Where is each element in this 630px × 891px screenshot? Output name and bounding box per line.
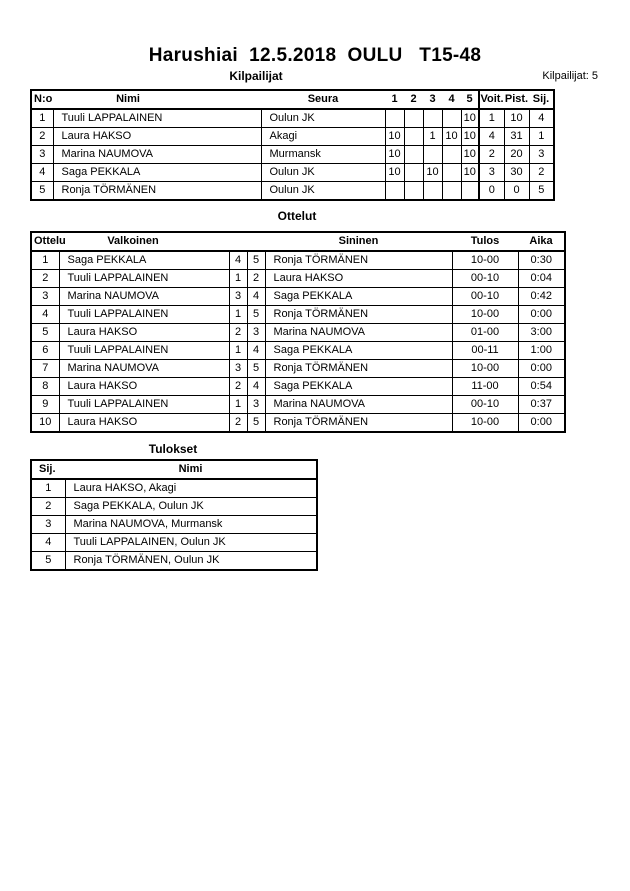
cell-blue-name: Ronja TÖRMÄNEN [265,251,452,270]
cell-aika: 3:00 [518,324,565,342]
match-row [31,324,565,342]
col-header-valkoinen: Valkoinen [59,232,229,251]
ottelut-heading: Ottelut [277,209,317,223]
cell-g4 [442,109,461,128]
cell-aika: 0:04 [518,270,565,288]
cell-blue-no: 3 [247,396,265,414]
cell-blue-no: 5 [247,251,265,270]
cell-blue-name: Ronja TÖRMÄNEN [265,306,452,324]
cell-blue-name: Ronja TÖRMÄNEN [265,360,452,378]
col-header-seura: Seura [261,90,385,109]
competitors-header-row [31,90,554,109]
cell-g4 [442,146,461,164]
match-row [31,396,565,414]
cell-g1 [385,109,404,128]
document-title: Harushiai 12.5.2018 OULU T15-48 [148,45,482,66]
match-row [31,414,565,433]
cell-blue-no: 5 [247,414,265,433]
cell-white-name: Tuuli LAPPALAINEN [59,396,229,414]
competitor-row [31,164,554,182]
cell-g3 [423,182,442,201]
cell-voit: 4 [479,128,504,146]
cell-blue-name: Ronja TÖRMÄNEN [265,414,452,433]
cell-g2 [404,182,423,201]
cell-g2 [404,128,423,146]
cell-g5: 10 [461,109,479,128]
col-header-sij: Sij. [31,460,65,479]
cell-blue-no: 5 [247,306,265,324]
cell-match-no: 3 [31,288,59,306]
cell-white-name: Tuuli LAPPALAINEN [59,342,229,360]
cell-white-no: 1 [229,270,247,288]
cell-g2 [404,109,423,128]
col-header-no: N:o [31,90,53,109]
cell-tulos: 10-00 [452,306,518,324]
tulokset-heading: Tulokset [148,442,198,456]
col-header-3: 3 [423,90,442,109]
cell-blue-no: 2 [247,270,265,288]
cell-nimi: Tuuli LAPPALAINEN [53,109,261,128]
cell-match-no: 5 [31,324,59,342]
cell-aika: 0:00 [518,360,565,378]
cell-g2 [404,146,423,164]
cell-seura: Oulun JK [261,109,385,128]
cell-aika: 0:54 [518,378,565,396]
col-header-tulos: Tulos [452,232,518,251]
match-row [31,360,565,378]
col-header-aika: Aika [518,232,565,251]
cell-sij: 3 [31,516,65,534]
cell-g3 [423,109,442,128]
cell-white-name: Saga PEKKALA [59,251,229,270]
cell-match-no: 2 [31,270,59,288]
cell-white-name: Laura HAKSO [59,378,229,396]
cell-g3: 10 [423,164,442,182]
competitors-count: Kilpailijat: 5 [542,70,598,82]
cell-blue-no: 4 [247,288,265,306]
cell-g2 [404,164,423,182]
cell-sij: 2 [31,498,65,516]
cell-g1 [385,182,404,201]
cell-sij: 5 [529,182,554,201]
col-header-pist: Pist. [504,90,529,109]
cell-pist: 10 [504,109,529,128]
cell-blue-name: Saga PEKKALA [265,378,452,396]
cell-nimi: Saga PEKKALA [53,164,261,182]
cell-match-no: 9 [31,396,59,414]
cell-blue-no: 3 [247,324,265,342]
cell-blue-name: Laura HAKSO [265,270,452,288]
result-row [31,516,317,534]
cell-nimi: Ronja TÖRMÄNEN, Oulun JK [65,552,317,571]
match-row [31,342,565,360]
cell-sij: 4 [529,109,554,128]
cell-tulos: 11-00 [452,378,518,396]
cell-nimi: Ronja TÖRMÄNEN [53,182,261,201]
cell-white-no: 2 [229,378,247,396]
cell-seura: Oulun JK [261,182,385,201]
col-header-sij: Sij. [529,90,554,109]
cell-match-no: 4 [31,306,59,324]
competitor-row [31,146,554,164]
cell-white-no: 4 [229,251,247,270]
cell-aika: 0:00 [518,306,565,324]
result-row [31,534,317,552]
cell-voit: 0 [479,182,504,201]
cell-sij: 4 [31,534,65,552]
cell-tulos: 01-00 [452,324,518,342]
cell-blue-name: Saga PEKKALA [265,288,452,306]
result-row [31,552,317,571]
cell-white-no: 1 [229,342,247,360]
cell-match-no: 10 [31,414,59,433]
cell-no: 5 [31,182,53,201]
col-header-nimi: Nimi [65,460,317,479]
cell-white-no: 3 [229,288,247,306]
cell-tulos: 00-10 [452,270,518,288]
cell-voit: 1 [479,109,504,128]
cell-aika: 0:00 [518,414,565,433]
col-header-1: 1 [385,90,404,109]
col-header-ottelu: Ottelu [31,232,59,251]
kilpailijat-heading: Kilpailijat [229,69,283,83]
cell-white-name: Marina NAUMOVA [59,360,229,378]
col-header-white-no [229,232,247,251]
cell-tulos: 10-00 [452,251,518,270]
cell-voit: 2 [479,146,504,164]
cell-tulos: 00-11 [452,342,518,360]
cell-aika: 0:37 [518,396,565,414]
cell-aika: 0:42 [518,288,565,306]
cell-g3 [423,146,442,164]
cell-g4: 10 [442,128,461,146]
cell-pist: 20 [504,146,529,164]
cell-sij: 1 [31,479,65,498]
cell-voit: 3 [479,164,504,182]
cell-match-no: 6 [31,342,59,360]
cell-g4 [442,164,461,182]
cell-aika: 0:30 [518,251,565,270]
cell-white-name: Tuuli LAPPALAINEN [59,270,229,288]
cell-nimi: Saga PEKKALA, Oulun JK [65,498,317,516]
cell-g5: 10 [461,128,479,146]
cell-g1: 10 [385,128,404,146]
col-header-voit: Voit. [479,90,504,109]
cell-g1: 10 [385,164,404,182]
cell-white-no: 2 [229,414,247,433]
cell-g5 [461,182,479,201]
col-header-2: 2 [404,90,423,109]
cell-nimi: Marina NAUMOVA, Murmansk [65,516,317,534]
cell-g5: 10 [461,146,479,164]
cell-seura: Akagi [261,128,385,146]
cell-sij: 3 [529,146,554,164]
result-row [31,498,317,516]
cell-no: 1 [31,109,53,128]
result-row [31,479,317,498]
results-header-row [31,460,317,479]
cell-sij: 1 [529,128,554,146]
col-header-4: 4 [442,90,461,109]
cell-no: 2 [31,128,53,146]
cell-white-no: 1 [229,396,247,414]
cell-match-no: 1 [31,251,59,270]
cell-aika: 1:00 [518,342,565,360]
cell-tulos: 00-10 [452,396,518,414]
cell-sij: 5 [31,552,65,571]
cell-no: 3 [31,146,53,164]
col-header-blue-no [247,232,265,251]
cell-tulos: 10-00 [452,414,518,433]
cell-g3: 1 [423,128,442,146]
cell-tulos: 10-00 [452,360,518,378]
match-row [31,378,565,396]
cell-blue-no: 5 [247,360,265,378]
cell-nimi: Marina NAUMOVA [53,146,261,164]
col-header-5: 5 [461,90,479,109]
cell-blue-name: Saga PEKKALA [265,342,452,360]
cell-match-no: 8 [31,378,59,396]
matches-table [30,231,566,433]
cell-g5: 10 [461,164,479,182]
cell-no: 4 [31,164,53,182]
competitors-table [30,89,555,201]
cell-white-no: 3 [229,360,247,378]
col-header-nimi: Nimi [53,90,261,109]
results-table [30,459,318,571]
cell-sij: 2 [529,164,554,182]
cell-white-name: Tuuli LAPPALAINEN [59,306,229,324]
cell-seura: Oulun JK [261,164,385,182]
cell-tulos: 00-10 [452,288,518,306]
match-row [31,251,565,270]
cell-pist: 0 [504,182,529,201]
cell-white-name: Marina NAUMOVA [59,288,229,306]
competitor-row [31,182,554,201]
cell-nimi: Laura HAKSO, Akagi [65,479,317,498]
competitor-row [31,128,554,146]
match-row [31,288,565,306]
cell-g1: 10 [385,146,404,164]
match-row [31,270,565,288]
cell-white-name: Laura HAKSO [59,324,229,342]
cell-pist: 31 [504,128,529,146]
cell-white-no: 1 [229,306,247,324]
competitor-row [31,109,554,128]
col-header-sininen: Sininen [265,232,452,251]
cell-seura: Murmansk [261,146,385,164]
cell-nimi: Tuuli LAPPALAINEN, Oulun JK [65,534,317,552]
cell-g4 [442,182,461,201]
cell-blue-name: Marina NAUMOVA [265,324,452,342]
cell-blue-name: Marina NAUMOVA [265,396,452,414]
cell-nimi: Laura HAKSO [53,128,261,146]
cell-match-no: 7 [31,360,59,378]
cell-blue-no: 4 [247,342,265,360]
match-row [31,306,565,324]
cell-blue-no: 4 [247,378,265,396]
cell-pist: 30 [504,164,529,182]
cell-white-no: 2 [229,324,247,342]
cell-white-name: Laura HAKSO [59,414,229,433]
matches-header-row [31,232,565,251]
